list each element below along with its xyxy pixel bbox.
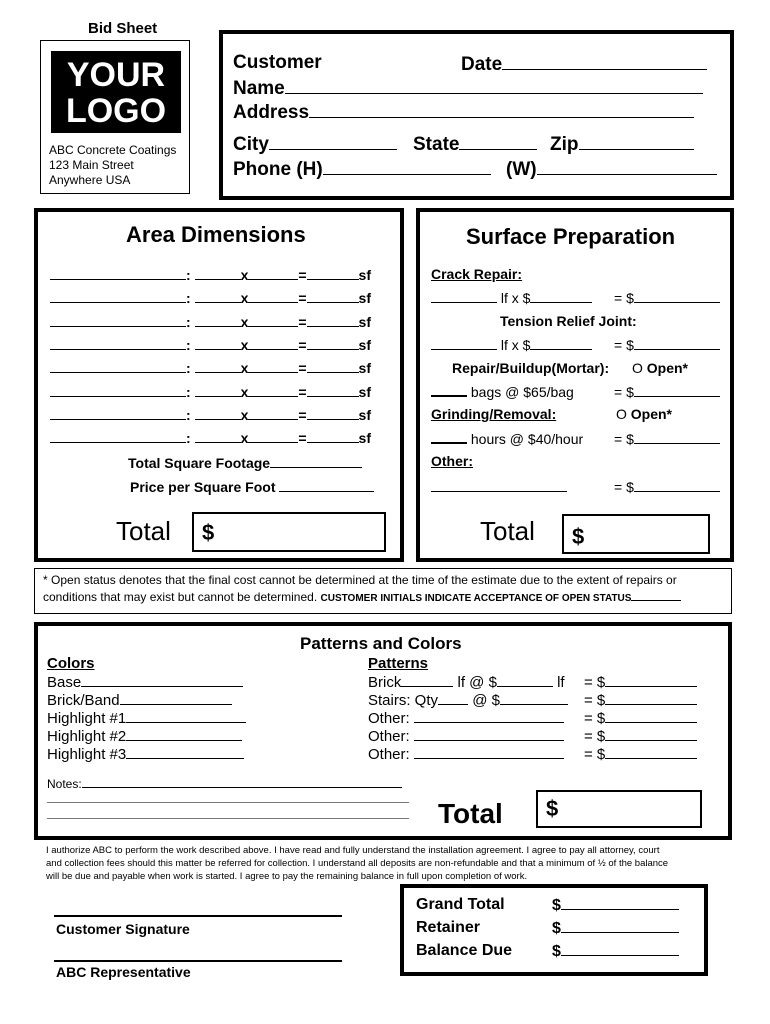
address-field[interactable] bbox=[233, 102, 694, 124]
notes-line-1[interactable] bbox=[47, 776, 402, 791]
name-field[interactable] bbox=[233, 78, 703, 100]
dollar-sign: $ bbox=[552, 920, 561, 937]
patterns-total-label: Total bbox=[438, 798, 503, 829]
customer-signature-label: Customer Signature bbox=[56, 921, 190, 937]
equals-label: = bbox=[298, 430, 307, 447]
times-label: x bbox=[240, 383, 249, 400]
surface-total-box[interactable] bbox=[562, 514, 710, 554]
grand-total-field[interactable] bbox=[552, 896, 679, 915]
phone-work-field[interactable] bbox=[506, 159, 717, 181]
eq-dollar-label: = $ bbox=[584, 746, 606, 763]
note-text1: Open status denotes that the final cost cannot be determined at the time of the estimate due to the extent of repairs or bbox=[51, 573, 677, 587]
other-label: Other: bbox=[368, 746, 410, 763]
other-label: Other: bbox=[368, 728, 410, 745]
colon-label: : bbox=[186, 290, 191, 307]
total-sqft-label: Total Square Footage bbox=[128, 455, 271, 471]
colon-label: : bbox=[186, 267, 191, 283]
lf-at-label: lf @ $ bbox=[457, 674, 497, 691]
open-circle-icon: O bbox=[632, 360, 643, 376]
other-cost[interactable] bbox=[614, 478, 720, 495]
other-label: Other: bbox=[431, 453, 473, 469]
tension-row[interactable] bbox=[431, 336, 592, 353]
pattern-cost-field[interactable] bbox=[584, 691, 697, 709]
times-label: x bbox=[240, 336, 249, 353]
notes-line-3[interactable] bbox=[47, 818, 409, 819]
times-label: x bbox=[240, 360, 249, 377]
pattern-cost-field[interactable] bbox=[584, 745, 697, 763]
customer-label: Customer bbox=[233, 52, 322, 73]
total-sqft-field[interactable] bbox=[128, 454, 362, 471]
lf-x-label: lf x $ bbox=[500, 290, 531, 306]
logo-line2: LOGO bbox=[65, 92, 167, 130]
eq-dollar-label: = $ bbox=[614, 431, 634, 447]
eq-dollar-label: = $ bbox=[614, 337, 634, 353]
equals-label: = bbox=[298, 383, 307, 400]
sf-unit-label: sf bbox=[358, 336, 371, 353]
open-status-note bbox=[34, 568, 732, 614]
phone-work-label: (W) bbox=[506, 159, 537, 180]
dollar-sign: $ bbox=[552, 943, 561, 960]
color-label: Highlight #1 bbox=[47, 710, 127, 727]
retainer-label: Retainer bbox=[416, 919, 481, 936]
times-label: x bbox=[240, 313, 249, 330]
grand-total-label: Grand Total bbox=[416, 896, 505, 913]
tension-cost[interactable] bbox=[614, 336, 720, 353]
sf-unit-label: sf bbox=[358, 430, 371, 447]
area-title: Area Dimensions bbox=[126, 222, 306, 247]
eq-dollar-label: = $ bbox=[614, 479, 634, 495]
equals-label: = bbox=[298, 406, 307, 423]
sf-unit-label: sf bbox=[358, 290, 371, 307]
totals-box bbox=[400, 884, 708, 976]
eq-dollar-label: = $ bbox=[584, 674, 606, 691]
crack-repair-cost[interactable] bbox=[614, 289, 720, 306]
at-dollar-label: @ $ bbox=[472, 692, 500, 709]
bags-row[interactable] bbox=[431, 383, 574, 400]
equals-label: = bbox=[298, 267, 307, 283]
area-row[interactable] bbox=[50, 336, 371, 353]
color-row[interactable] bbox=[47, 673, 243, 691]
color-row[interactable] bbox=[47, 745, 244, 763]
authorization-text bbox=[46, 844, 726, 883]
sf-unit-label: sf bbox=[358, 360, 371, 377]
color-label: Highlight #3 bbox=[47, 746, 127, 763]
state-field[interactable] bbox=[413, 134, 537, 156]
logo-box bbox=[40, 40, 190, 194]
stairs-label: Stairs: Qty bbox=[368, 692, 439, 709]
times-label: x bbox=[240, 406, 249, 423]
logo-line1: YOUR bbox=[66, 56, 166, 94]
company-info bbox=[49, 143, 176, 188]
tension-label: Tension Relief Joint: bbox=[500, 313, 637, 329]
open-label: Open* bbox=[646, 360, 689, 376]
phone-home-label: Phone (H) bbox=[233, 159, 323, 180]
color-label: Brick/Band bbox=[47, 692, 120, 709]
company-city: Anywhere USA bbox=[49, 173, 131, 187]
crack-repair-label: Crack Repair: bbox=[431, 266, 523, 282]
stairs-row[interactable] bbox=[368, 691, 568, 709]
area-dimensions-box bbox=[34, 208, 404, 562]
area-row[interactable] bbox=[50, 289, 371, 306]
area-row[interactable] bbox=[50, 383, 371, 400]
city-field[interactable] bbox=[233, 134, 397, 156]
auth-line3: will be due and payable when work is started. I agree to pay the remaining balance in full upon completion of work. bbox=[46, 871, 528, 882]
area-row[interactable] bbox=[50, 359, 371, 376]
customer-box bbox=[219, 30, 734, 200]
state-label: State bbox=[413, 134, 460, 155]
rep-signature-label: ABC Representative bbox=[56, 964, 191, 980]
patterns-colors-box bbox=[34, 622, 732, 840]
colon-label: : bbox=[186, 430, 191, 447]
surface-title: Surface Preparation bbox=[466, 224, 676, 249]
note-initials: CUSTOMER INITIALS INDICATE ACCEPTANCE OF OPEN STATUS bbox=[320, 593, 632, 604]
lf-x-label: lf x $ bbox=[500, 337, 531, 353]
address-label: Address bbox=[233, 102, 310, 123]
patterns-total-dollar: $ bbox=[546, 796, 559, 821]
rep-signature-line[interactable] bbox=[54, 960, 342, 962]
price-sqft-field[interactable] bbox=[130, 478, 374, 495]
pattern-cost-field[interactable] bbox=[584, 673, 697, 691]
area-row[interactable] bbox=[50, 429, 371, 446]
area-row[interactable] bbox=[50, 266, 371, 283]
eq-dollar-label: = $ bbox=[584, 728, 606, 745]
brick-label: Brick bbox=[368, 674, 402, 691]
eq-dollar-label: = $ bbox=[584, 710, 606, 727]
note-line1 bbox=[43, 572, 723, 589]
equals-label: = bbox=[298, 290, 307, 307]
sf-unit-label: sf bbox=[358, 267, 371, 283]
open-circle-icon: O bbox=[616, 406, 627, 422]
note-text2: conditions that may exist but cannot be determined. bbox=[43, 590, 318, 604]
date-label: Date bbox=[461, 54, 503, 75]
area-total-dollar: $ bbox=[202, 520, 215, 545]
sf-unit-label: sf bbox=[358, 313, 371, 330]
company-name: ABC Concrete Coatings bbox=[49, 143, 177, 157]
brick-row[interactable] bbox=[368, 673, 565, 691]
colon-label: : bbox=[186, 313, 191, 330]
surface-prep-box bbox=[416, 208, 734, 562]
colon-label: : bbox=[186, 360, 191, 377]
hours-cost[interactable] bbox=[614, 430, 720, 447]
color-label: Highlight #2 bbox=[47, 728, 127, 745]
balance-due-label: Balance Due bbox=[416, 942, 513, 959]
crack-repair-row[interactable] bbox=[431, 289, 592, 306]
notes-label: Notes: bbox=[47, 777, 82, 791]
pattern-other-row-3[interactable] bbox=[368, 745, 564, 763]
colon-label: : bbox=[186, 383, 191, 400]
colon-label: : bbox=[186, 406, 191, 423]
hours-label: hours @ $40/hour bbox=[470, 431, 584, 447]
dollar-sign: $ bbox=[552, 897, 561, 914]
name-label: Name bbox=[233, 78, 285, 99]
repair-buildup-label: Repair/Buildup(Mortar): bbox=[452, 360, 610, 376]
bags-cost[interactable] bbox=[614, 383, 720, 400]
patterns-header: Patterns bbox=[368, 655, 429, 672]
equals-label: = bbox=[298, 336, 307, 353]
equals-label: = bbox=[298, 360, 307, 377]
note-line2 bbox=[43, 589, 723, 607]
pattern-other-row-2[interactable] bbox=[368, 727, 564, 745]
lf-label: lf bbox=[557, 674, 565, 691]
color-row[interactable] bbox=[47, 691, 232, 709]
balance-due-field[interactable] bbox=[552, 942, 679, 961]
bags-label: bags @ $65/bag bbox=[470, 384, 574, 400]
hours-row[interactable] bbox=[431, 430, 583, 447]
sf-unit-label: sf bbox=[358, 406, 371, 423]
logo bbox=[51, 51, 181, 133]
eq-dollar-label: = $ bbox=[614, 384, 634, 400]
colon-label: : bbox=[186, 336, 191, 353]
pattern-cost-field[interactable] bbox=[584, 727, 697, 745]
company-street: 123 Main Street bbox=[49, 158, 134, 172]
equals-label: = bbox=[298, 313, 307, 330]
patterns-total-box[interactable] bbox=[536, 790, 702, 828]
auth-line2: and collection fees should this matter be referred for collection. I understand all deposits are non-refundable and that a minimum of ½ of the balance bbox=[46, 858, 669, 869]
pattern-cost-field[interactable] bbox=[584, 709, 697, 727]
note-star: * bbox=[43, 573, 48, 587]
price-sqft-label: Price per Square Foot bbox=[130, 479, 276, 495]
eq-dollar-label: = $ bbox=[584, 692, 606, 709]
city-label: City bbox=[233, 134, 269, 155]
color-label: Base bbox=[47, 674, 82, 691]
area-total-box[interactable] bbox=[192, 512, 386, 552]
customer-signature-line[interactable] bbox=[54, 915, 342, 917]
phone-home-field[interactable] bbox=[233, 159, 491, 181]
open-label: Open* bbox=[630, 406, 673, 422]
other-row[interactable] bbox=[431, 478, 567, 495]
colors-header: Colors bbox=[47, 655, 95, 672]
surface-total-label: Total bbox=[480, 516, 535, 546]
auth-line1: I authorize ABC to perform the work described above. I have read and fully understand the installation agreement. I agree to pay all attorney, court bbox=[46, 845, 660, 856]
patterns-title: Patterns and Colors bbox=[300, 634, 462, 653]
pattern-other-row-1[interactable] bbox=[368, 709, 564, 727]
color-row[interactable] bbox=[47, 709, 246, 727]
grinding-label: Grinding/Removal: bbox=[431, 406, 557, 422]
grinding-open-option[interactable] bbox=[616, 406, 672, 422]
zip-field[interactable] bbox=[550, 134, 694, 156]
date-field[interactable] bbox=[461, 54, 707, 76]
eq-dollar-label: = $ bbox=[614, 290, 634, 306]
notes-line-2[interactable] bbox=[47, 802, 409, 803]
sf-unit-label: sf bbox=[358, 383, 371, 400]
repair-open-option[interactable] bbox=[632, 360, 688, 376]
other-label: Other: bbox=[368, 710, 410, 727]
area-row[interactable] bbox=[50, 406, 371, 423]
page-title: Bid Sheet bbox=[88, 20, 158, 37]
area-row[interactable] bbox=[50, 313, 371, 330]
times-label: x bbox=[240, 267, 249, 283]
zip-label: Zip bbox=[550, 134, 579, 155]
times-label: x bbox=[240, 290, 249, 307]
retainer-field[interactable] bbox=[552, 919, 679, 938]
times-label: x bbox=[240, 430, 249, 447]
surface-total-dollar: $ bbox=[572, 524, 585, 549]
area-total-label: Total bbox=[116, 516, 171, 546]
color-row[interactable] bbox=[47, 727, 242, 745]
